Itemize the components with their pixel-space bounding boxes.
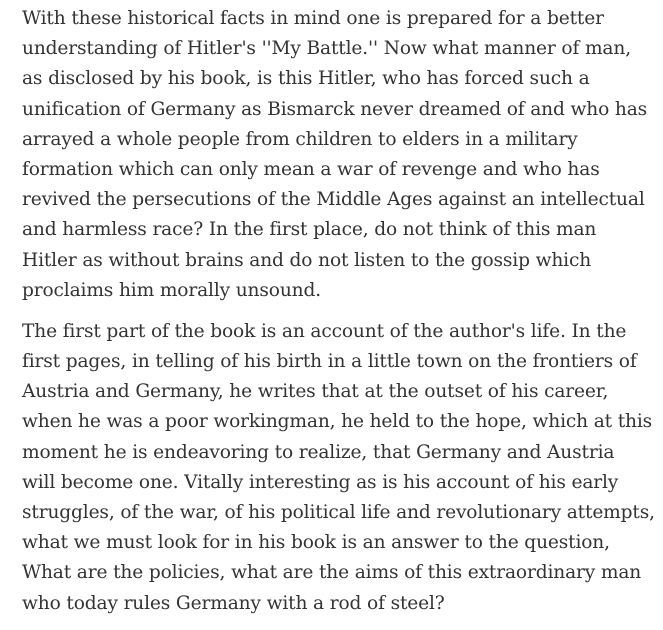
text-line: unification of Germany as Bismarck never dreamed of and who has bbox=[22, 98, 648, 120]
text-line: revived the persecutions of the Middle Ages against an intellectual bbox=[22, 189, 645, 211]
text-line: struggles, of the war, of his political life and revolutionary attempts, bbox=[22, 502, 655, 523]
text-line: will become one. Vitally interesting as is his account of his early bbox=[22, 471, 619, 493]
text-line: what we must look for in his book is an answer to the question, bbox=[22, 532, 610, 554]
text-line: understanding of Hitler's ''My Battle.'' Now what manner of man, bbox=[22, 38, 631, 60]
article-paragraph-1 bbox=[22, 4, 652, 306]
text-line: as disclosed by his book, is this Hitler, who has forced such a bbox=[22, 68, 590, 90]
text-line: With these historical facts in mind one is prepared for a better bbox=[22, 8, 604, 29]
article-body bbox=[22, 4, 655, 630]
text-line: proclaims him morally unsound. bbox=[22, 279, 321, 301]
text-line: Hitler as without brains and do not listen to the gossip which bbox=[22, 249, 592, 271]
text-line: What are the policies, what are the aims of this extraordinary man bbox=[22, 562, 642, 584]
text-line: arrayed a whole people from children to elders in a military bbox=[22, 128, 578, 150]
text-line: formation which can only mean a war of revenge and who has bbox=[22, 158, 600, 180]
text-line: Austria and Germany, he writes that at the outset of his career, bbox=[22, 381, 609, 403]
text-line: The first part of the book is an account of the author's life. In the bbox=[22, 320, 627, 342]
text-line: moment he is endeavoring to realize, that Germany and Austria bbox=[22, 441, 615, 463]
article-paragraph-2 bbox=[22, 317, 655, 619]
text-line: first pages, in telling of his birth in a little town on the frontiers of bbox=[22, 351, 637, 373]
text-line: when he was a poor workingman, he held to the hope, which at this bbox=[22, 411, 653, 433]
text-line: who today rules Germany with a rod of steel? bbox=[22, 592, 445, 614]
text-line: and harmless race? In the first place, do not think of this man bbox=[22, 219, 597, 241]
